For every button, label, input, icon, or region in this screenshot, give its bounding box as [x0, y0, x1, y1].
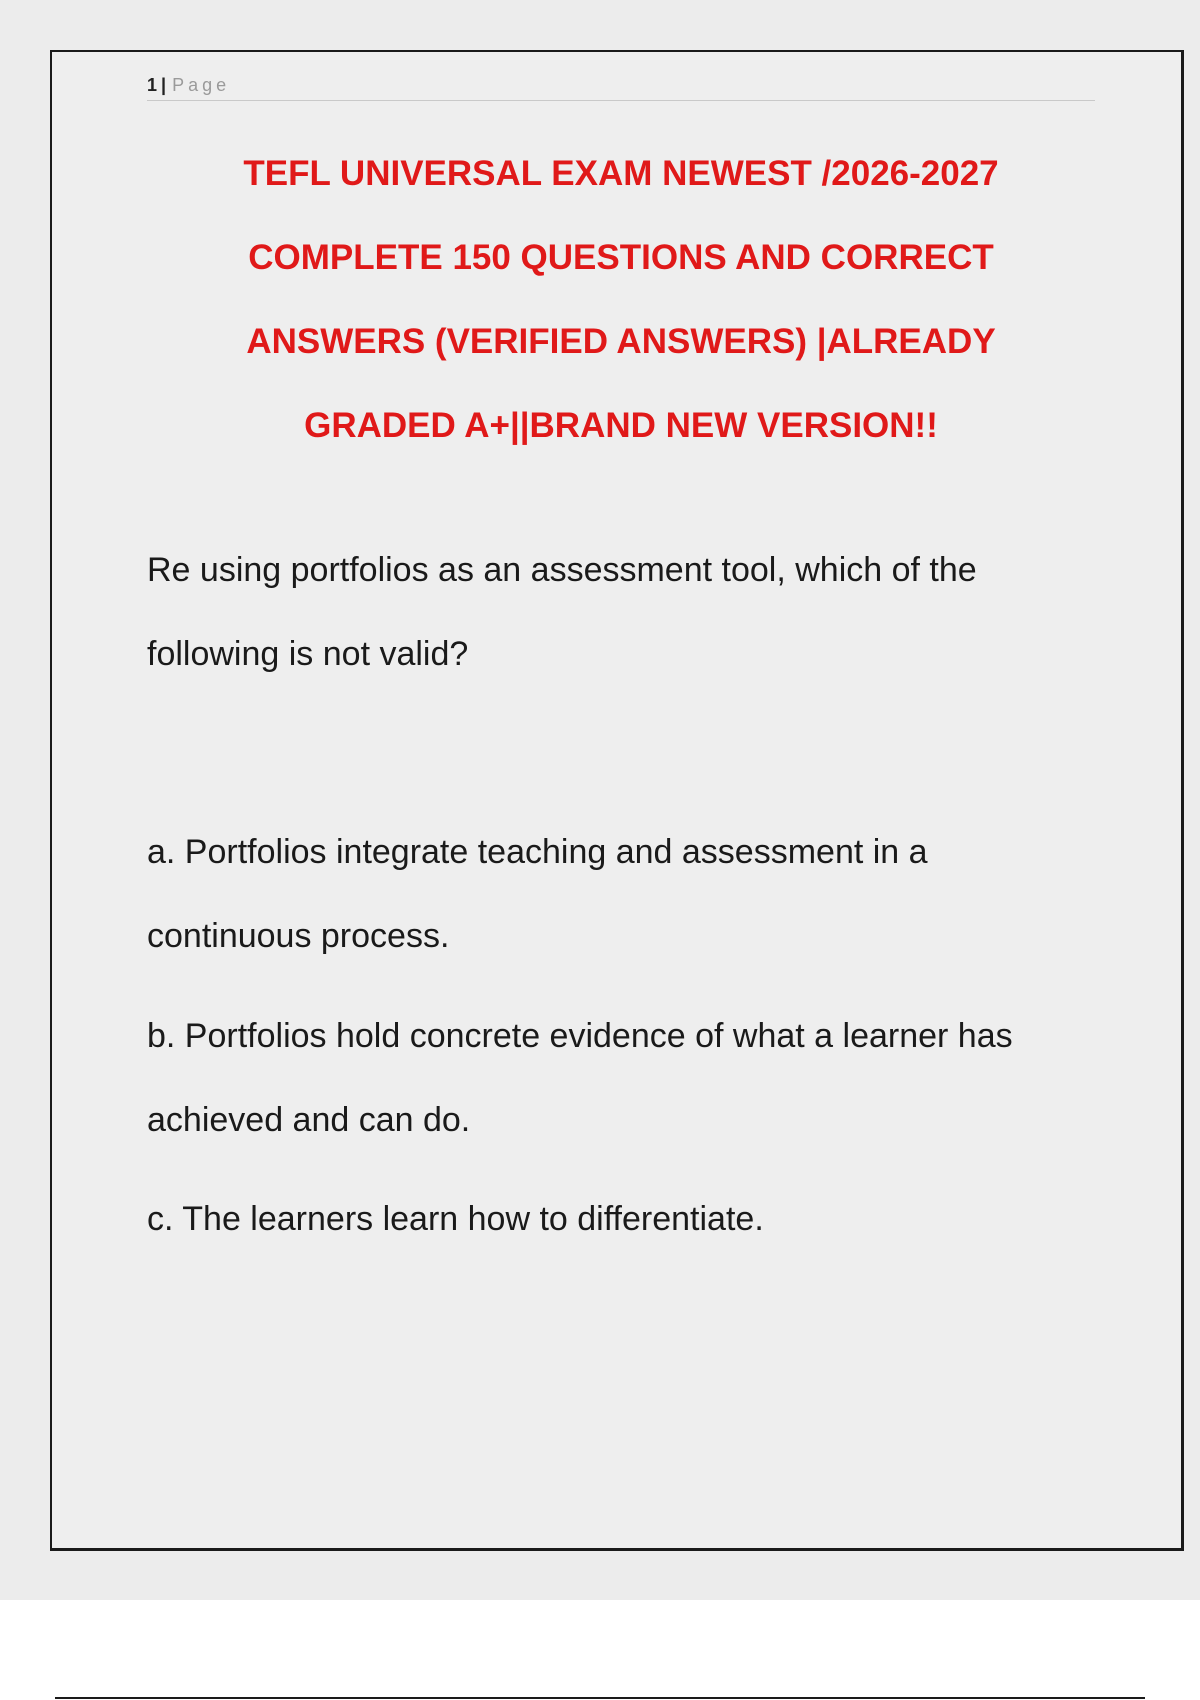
page-separator: |: [161, 75, 167, 95]
page-label: Page: [172, 75, 231, 95]
title-line: COMPLETE 150 QUESTIONS AND CORRECT: [248, 238, 994, 277]
option-b: [147, 1012, 1107, 1180]
question-line: Re using portfolios as an assessment tool, which of the: [147, 551, 977, 589]
title-line: TEFL UNIVERSAL EXAM NEWEST /2026-2027: [243, 154, 999, 193]
option-c: [147, 1195, 1107, 1279]
option-line: c. The learners learn how to differentiate.: [147, 1200, 764, 1238]
option-line: continuous process.: [147, 917, 450, 955]
question-text: [147, 546, 1107, 714]
document-title: [147, 150, 1095, 486]
page-header: [147, 74, 1095, 101]
document-page: [50, 50, 1184, 1551]
title-line: ANSWERS (VERIFIED ANSWERS) |ALREADY: [246, 322, 996, 361]
question-line: following is not valid?: [147, 635, 469, 673]
option-line: achieved and can do.: [147, 1101, 471, 1139]
option-a: [147, 828, 1107, 996]
next-page-top-rule: [55, 1697, 1145, 1699]
title-line: GRADED A+||BRAND NEW VERSION!!: [304, 406, 938, 445]
option-line: b. Portfolios hold concrete evidence of what a learner has: [147, 1017, 1013, 1055]
page-number: 1: [147, 75, 158, 95]
option-line: a. Portfolios integrate teaching and assessment in a: [147, 833, 928, 871]
